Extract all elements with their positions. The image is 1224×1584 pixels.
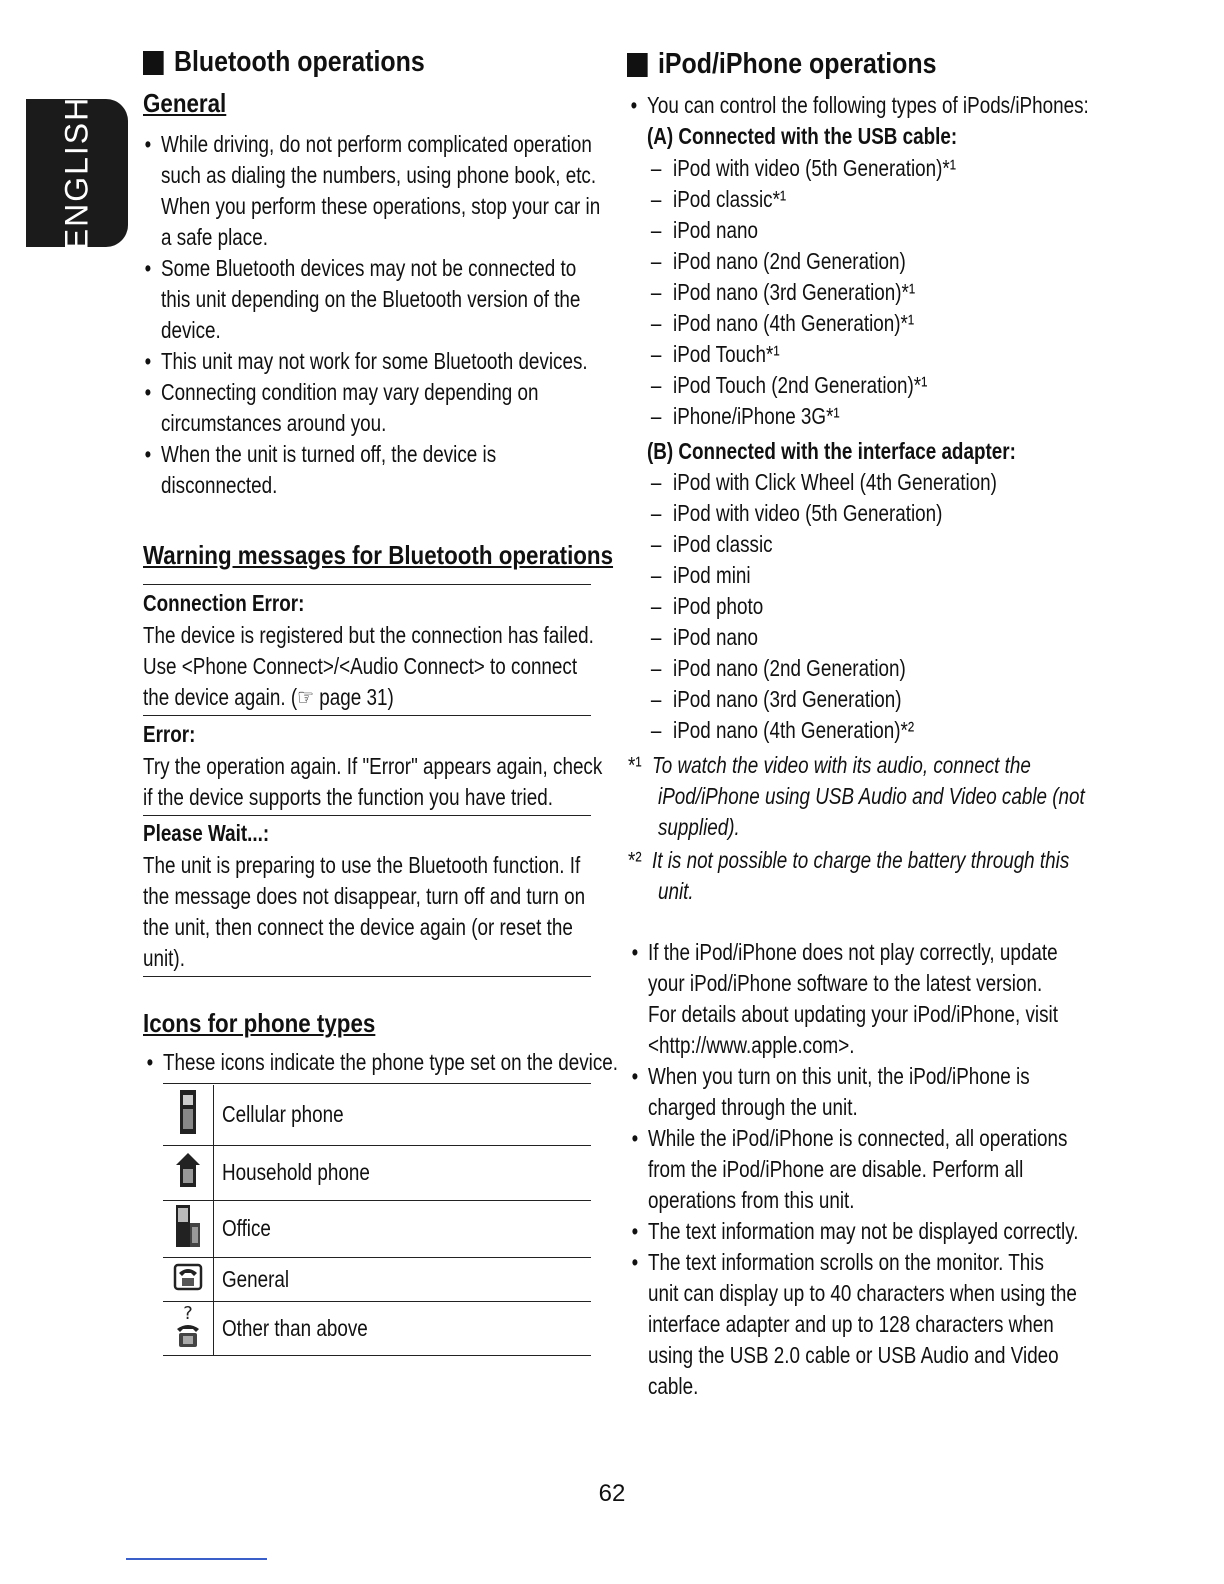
list-item: – iPod classic [673,529,773,560]
bullet-line: such as dialing the numbers, using phone book, etc. [161,162,597,188]
household-phone-icon [163,1145,214,1200]
group-a-label: (A) Connected with the USB cable: [647,123,958,149]
icons-intro: • These icons indicate the phone type set on the device. [163,1047,618,1078]
note-line: your iPod/iPhone software to the latest version. [648,970,1043,996]
footnote-text: supplied). [658,814,740,840]
other-phone-icon [163,1301,214,1355]
list-item: – iPod nano [673,215,758,246]
list-item: – iPod with Click Wheel (4th Generation) [673,467,997,498]
heading-square-icon [627,53,648,77]
list-item: – iPod classic*¹ [673,184,786,215]
table-row [163,1145,591,1200]
list-item: – iPod Touch (2nd Generation)*¹ [673,370,927,401]
note-line: charged through the unit. [648,1094,858,1120]
footnote-text: It is not possible to charge the battery through this [652,847,1070,873]
language-tab [26,95,128,251]
general-phone-icon [163,1257,214,1301]
note-line: cable. [648,1373,699,1399]
ipod-intro: • You can control the following types of iPods/iPhones: [647,90,1089,121]
cellular-phone-icon [163,1085,214,1145]
warning-text: the device again. (☞ page 31) [143,684,394,710]
language-label: ENGLISH [58,95,95,251]
list-item: – iPod nano (3rd Generation)*¹ [673,277,915,308]
divider [143,815,591,816]
list-item: – iPod nano (3rd Generation) [673,684,902,715]
note-line: • If the iPod/iPhone does not play correctly, update [648,937,1058,968]
warning-label: Connection Error: [143,590,305,616]
page-number: 62 [598,1480,626,1507]
table-cell: Office [222,1215,271,1241]
footnote-text: unit. [658,878,694,904]
warning-text: Use <Phone Connect>/<Audio Connect> to connect [143,653,578,679]
bullet-line: device. [161,317,221,343]
bullet-line: disconnected. [161,472,278,498]
office-phone-icon [163,1200,214,1257]
ipod-heading: iPod/iPhone operations [627,48,936,81]
note-line: <http://www.apple.com>. [648,1032,855,1058]
heading-square-icon [143,51,164,75]
footer-line [126,1558,267,1560]
list-item: – iPod mini [673,560,751,591]
note-line: unit can display up to 40 characters when using the [648,1280,1077,1306]
bullet-line: • While driving, do not perform complicated operation [161,129,592,160]
note-line: • The text information may not be displayed correctly. [648,1216,1078,1247]
footnote-mark: *¹ [628,752,642,778]
list-item: – iPod photo [673,591,763,622]
bullet-line: this unit depending on the Bluetooth version of the [161,286,581,312]
note-line: For details about updating your iPod/iPhone, visit [648,1001,1058,1027]
icons-subheading: Icons for phone types [143,1008,376,1038]
warning-text: the message does not disappear, turn off and turn on [143,883,586,909]
footnote-text: iPod/iPhone using USB Audio and Video cable (not [658,783,1085,809]
note-line: from the iPod/iPhone are disable. Perform all [648,1156,1024,1182]
footnote-mark: *² [628,847,642,873]
warning-label: Please Wait...: [143,820,270,846]
footnote-text: To watch the video with its audio, connect the [652,752,1031,778]
warning-text: unit). [143,945,185,971]
divider [163,1083,591,1084]
bullet-line: • This unit may not work for some Bluetooth devices. [161,346,588,377]
warning-label: Error: [143,721,196,747]
list-item: – iPhone/iPhone 3G*¹ [673,401,840,432]
bluetooth-heading: Bluetooth operations [143,46,425,79]
warning-text: the unit, then connect the device again (or reset the [143,914,573,940]
phone-icons-table [163,1085,591,1356]
list-item: – iPod nano (2nd Generation) [673,653,906,684]
group-b-label: (B) Connected with the interface adapter: [647,438,1016,464]
table-row [163,1301,591,1355]
note-line: operations from this unit. [648,1187,855,1213]
note-line: using the USB 2.0 cable or USB Audio and Video [648,1342,1059,1368]
general-subheading: General [143,88,227,118]
table-cell: General [222,1265,290,1292]
table-cell: Household phone [222,1159,370,1185]
bullet-line: a safe place. [161,224,268,250]
warning-text: Try the operation again. If "Error" appears again, check [143,753,603,779]
note-line: • When you turn on this unit, the iPod/iPhone is [648,1061,1030,1092]
table-row [163,1257,591,1301]
table-row [163,1200,591,1257]
divider [143,584,591,585]
list-item: – iPod nano (4th Generation)*² [673,715,914,746]
bullet-line: When you perform these operations, stop your car in [161,193,601,219]
warning-text: The device is registered but the connection has failed. [143,622,594,648]
note-line: • The text information scrolls on the monitor. This [648,1247,1044,1278]
bullet-line: • When the unit is turned off, the device is [161,439,496,470]
warning-subheading: Warning messages for Bluetooth operations [143,540,614,570]
list-item: – iPod Touch*¹ [673,339,780,370]
list-item: – iPod nano (4th Generation)*¹ [673,308,914,339]
svg-text:?: ? [183,1302,193,1324]
list-item: – iPod nano (2nd Generation) [673,246,906,277]
table-row [163,1085,591,1145]
divider [143,715,591,716]
list-item: – iPod nano [673,622,758,653]
warning-text: if the device supports the function you have tried. [143,784,553,810]
table-cell: Other than above [222,1314,368,1341]
divider [143,976,591,977]
bullet-line: • Connecting condition may vary depending on [161,377,538,408]
note-line: • While the iPod/iPhone is connected, all operations [648,1123,1067,1154]
bullet-line: • Some Bluetooth devices may not be connected to [161,253,576,284]
warning-text: The unit is preparing to use the Bluetooth function. If [143,852,581,878]
list-item: – iPod with video (5th Generation) [673,498,942,529]
table-cell: Cellular phone [222,1101,344,1128]
bullet-line: circumstances around you. [161,410,387,436]
list-item: – iPod with video (5th Generation)*¹ [673,153,956,184]
note-line: interface adapter and up to 128 characters when [648,1311,1054,1337]
